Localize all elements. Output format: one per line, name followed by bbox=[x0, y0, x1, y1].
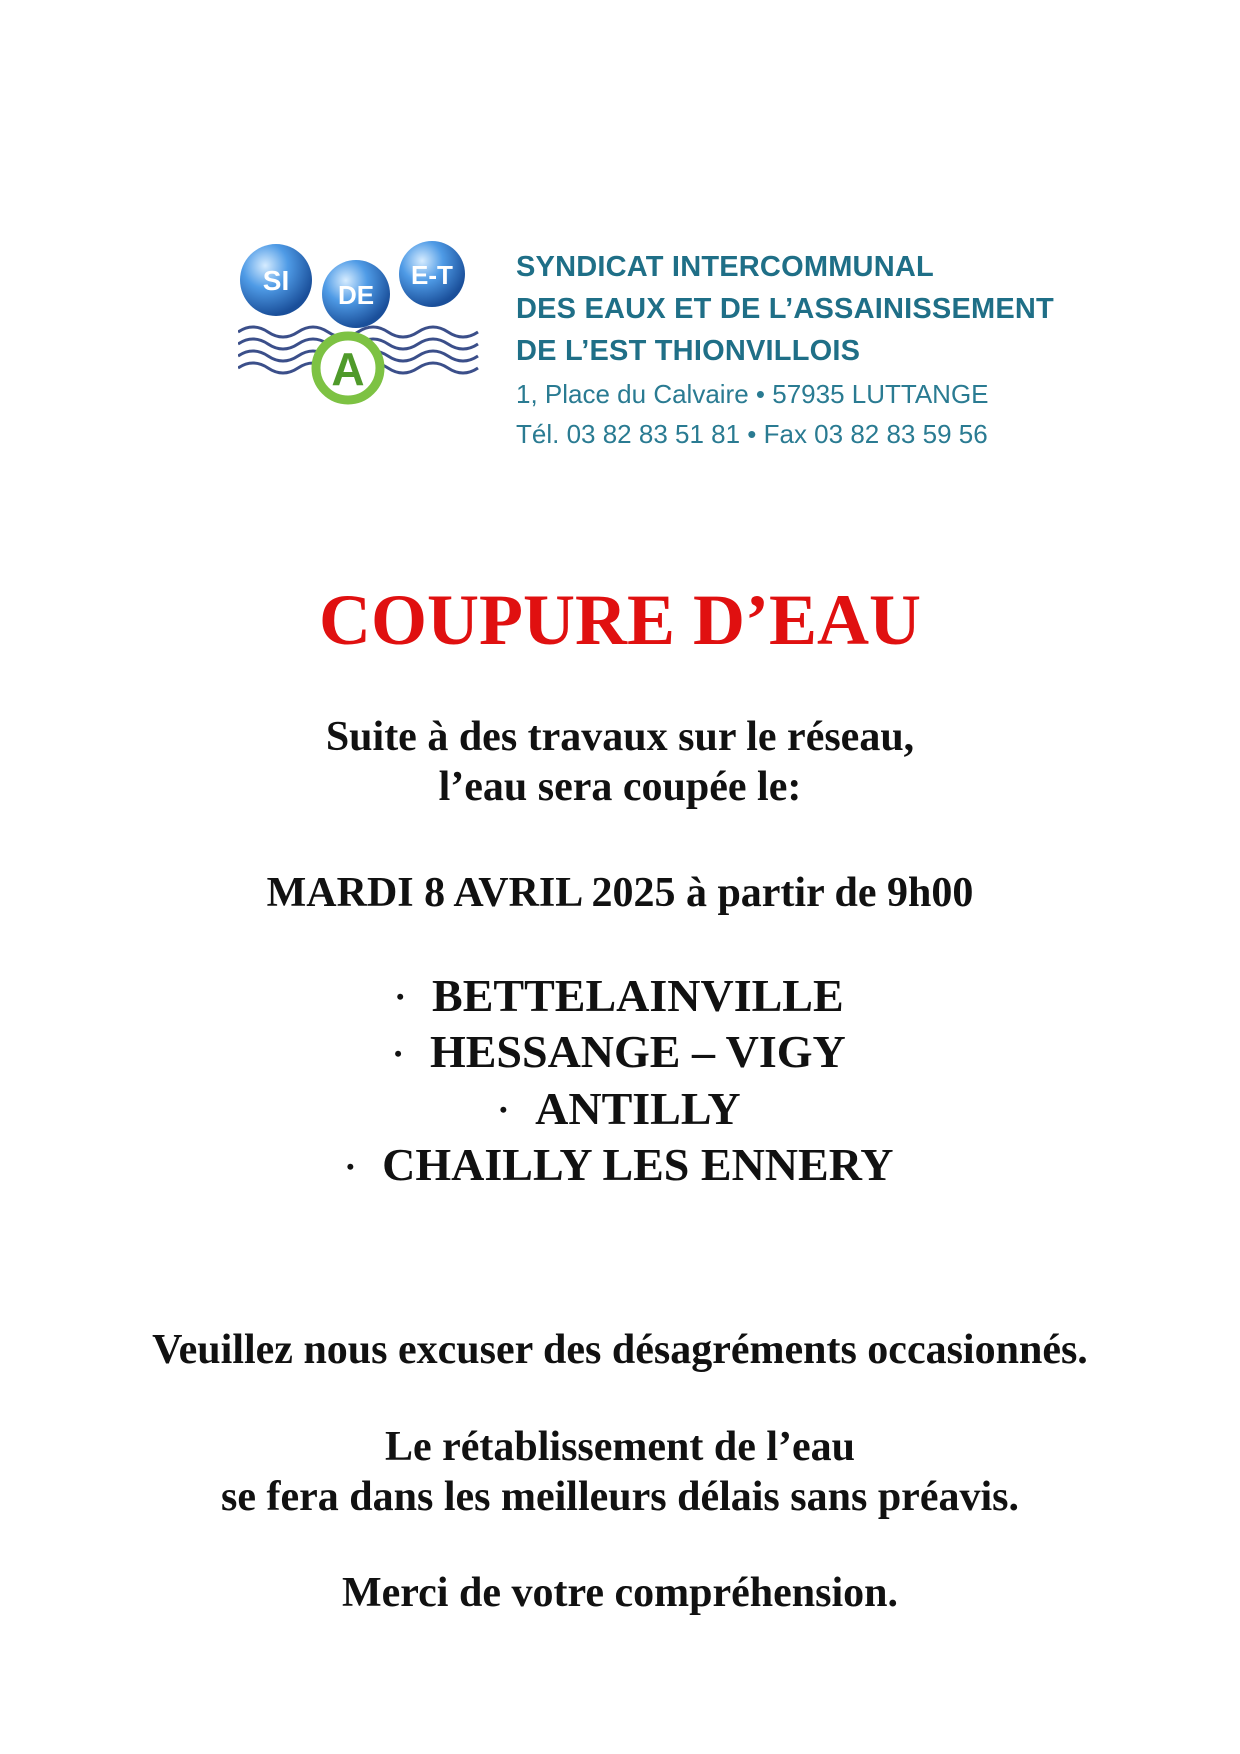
logo-letters-et: E-T bbox=[411, 260, 453, 290]
notice-intro bbox=[0, 712, 1240, 812]
sideet-logo bbox=[238, 232, 1054, 452]
logo-ball-et bbox=[399, 241, 465, 307]
list-item bbox=[0, 1083, 1240, 1139]
org-address: 1, Place du Calvaire • 57935 LUTTANGE bbox=[516, 379, 989, 409]
place-name: ANTILLY bbox=[535, 1082, 741, 1134]
logo-ring-a bbox=[316, 336, 380, 400]
logo-ball-de bbox=[322, 260, 390, 328]
list-item bbox=[0, 1026, 1240, 1082]
sideet-emblem-icon bbox=[238, 240, 488, 420]
apology-text: Veuillez nous excuser des désagréments occasionnés. bbox=[152, 1327, 1088, 1373]
bullet-icon: • bbox=[499, 1097, 508, 1123]
intro-line-2: l’eau sera coupée le: bbox=[438, 764, 802, 810]
place-name: CHAILLY LES ENNERY bbox=[382, 1139, 894, 1191]
list-item bbox=[0, 970, 1240, 1026]
org-name-line-2: DES EAUX ET DE L’ASSAINISSEMENT bbox=[516, 293, 1054, 325]
logo-text-block bbox=[516, 246, 1054, 454]
logo-ball-si bbox=[240, 244, 312, 316]
org-name-line-1: SYNDICAT INTERCOMMUNAL bbox=[516, 251, 934, 283]
org-contact: Tél. 03 82 83 51 81 • Fax 03 82 83 59 56 bbox=[516, 419, 988, 449]
bullet-icon: • bbox=[394, 1040, 402, 1066]
restore-text bbox=[0, 1422, 1240, 1522]
logo-letters-si: SI bbox=[262, 265, 290, 296]
restore-line-2: se fera dans les meilleurs délais sans préavis. bbox=[221, 1474, 1019, 1520]
notice-title: COUPURE D’EAU bbox=[319, 580, 921, 660]
list-item bbox=[0, 1139, 1240, 1195]
place-name: BETTELAINVILLE bbox=[432, 970, 844, 1021]
org-name-line-3: DE L’EST THIONVILLOIS bbox=[516, 335, 861, 367]
bullet-icon: • bbox=[346, 1153, 355, 1179]
logo-letter-a: A bbox=[331, 343, 365, 395]
place-name: HESSANGE – VIGY bbox=[429, 1026, 846, 1078]
bullet-icon: • bbox=[396, 984, 405, 1010]
outage-date: MARDI 8 AVRIL 2025 à partir de 9h00 bbox=[266, 870, 974, 916]
affected-places-list bbox=[0, 970, 1240, 1196]
thanks-text: Merci de votre compréhension. bbox=[342, 1570, 898, 1616]
intro-line-1: Suite à des travaux sur le réseau, bbox=[325, 714, 915, 760]
restore-line-1: Le rétablissement de l’eau bbox=[384, 1424, 856, 1470]
logo-letters-de: DE bbox=[337, 280, 375, 310]
